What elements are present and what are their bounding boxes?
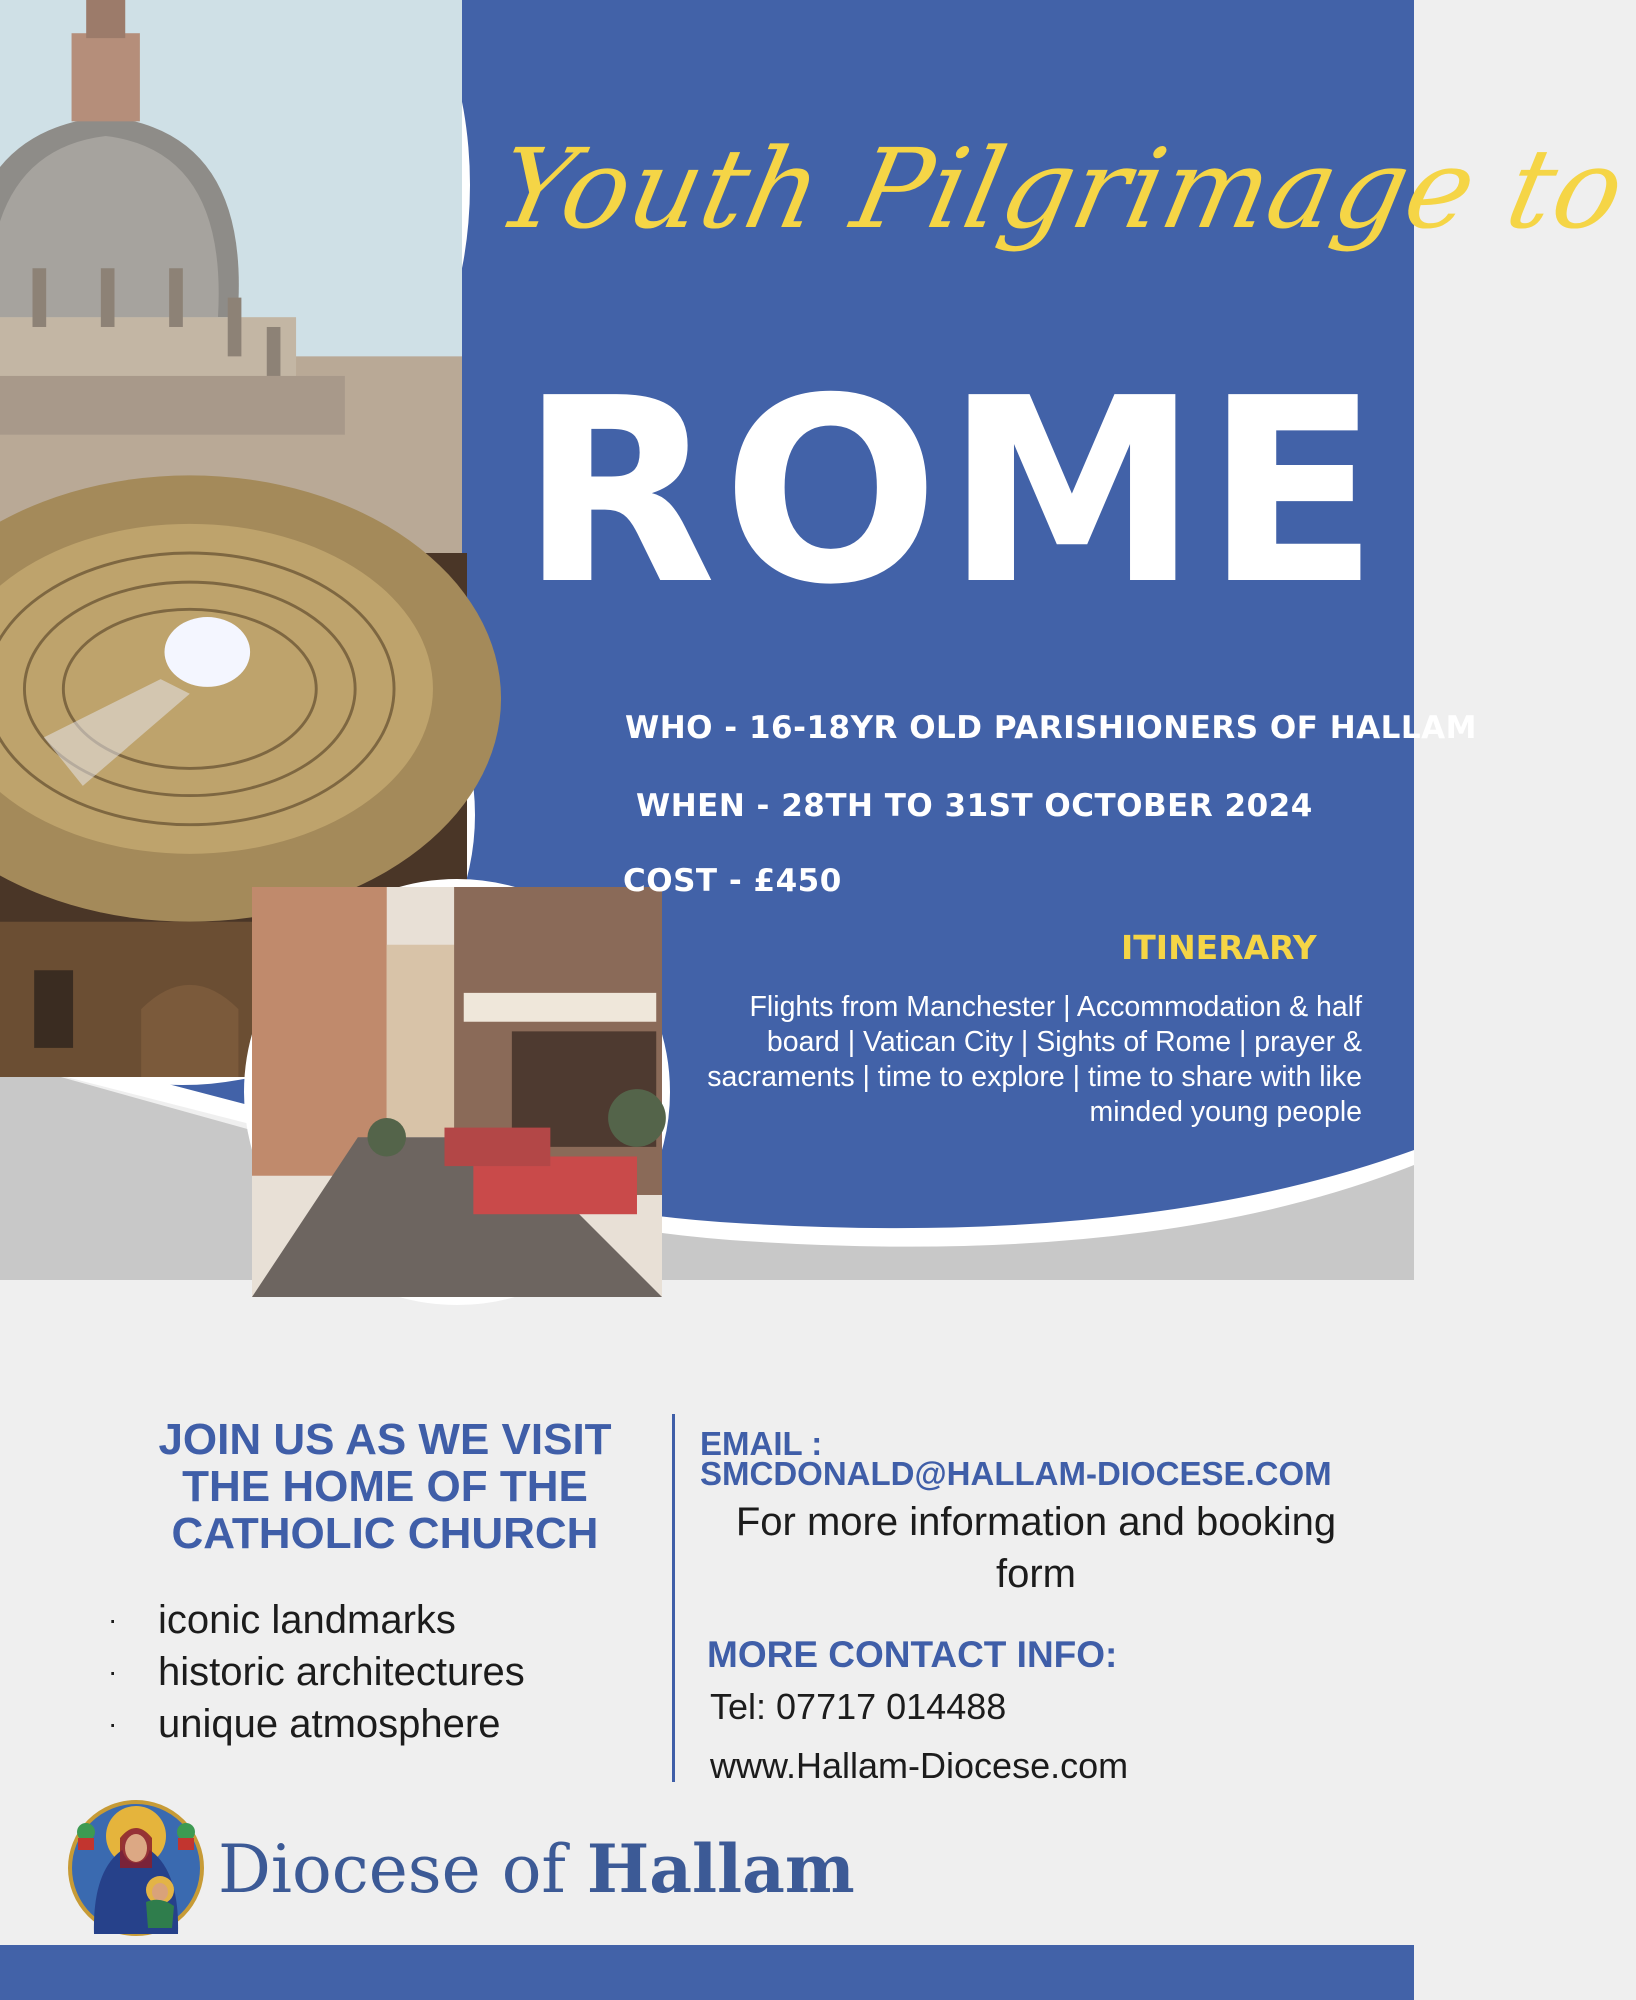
list-item: [100, 1594, 525, 1646]
contact-heading: MORE CONTACT INFO:: [707, 1634, 1118, 1675]
footer-bar: [0, 1945, 1414, 2000]
title-youth-pilgrimage: Youth Pilgrimage to: [486, 125, 1636, 253]
logo-text-part1: Diocese of: [218, 1831, 566, 1908]
email-link[interactable]: SMCDONALD@HALLAM-DIOCESE.COM: [700, 1455, 1332, 1492]
more-info-text: For more information and booking form: [735, 1500, 1337, 1596]
website-link[interactable]: www.Hallam-Diocese.com: [710, 1745, 1129, 1786]
bullet-dot: ·: [108, 1656, 118, 1687]
list-item-label: historic architectures: [158, 1650, 525, 1694]
title-rome: ROME: [520, 344, 1386, 641]
bullet-dot: ·: [108, 1604, 118, 1635]
telephone-text: Tel: 07717 014488: [710, 1686, 1007, 1727]
highlights-list: [100, 1594, 525, 1750]
detail-who: WHO - 16-18YR OLD PARISHIONERS OF HALLAM: [625, 710, 1477, 746]
detail-when: WHEN - 28TH TO 31ST OCTOBER 2024: [636, 788, 1313, 824]
list-item: [100, 1698, 525, 1750]
logo-text-part2: Hallam: [586, 1830, 855, 1908]
join-us-heading: JOIN US AS WE VISIT THE HOME OF THE CATHOLIC CHURCH: [158, 1415, 612, 1558]
itinerary-heading: ITINERARY: [1121, 928, 1317, 967]
detail-cost: COST - £450: [623, 863, 842, 899]
rome-street-photo: [244, 879, 670, 1305]
email-label: EMAIL :: [700, 1425, 823, 1462]
itinerary-text: Flights from Manchester | Accommodation & half board | Vatican City | Sights of Rome | prayer & sacraments | time to explore | time to share with like minded young people: [707, 991, 1362, 1128]
logo-wordmark: [218, 1830, 855, 1908]
vertical-divider: [672, 1414, 675, 1782]
list-item-label: unique atmosphere: [158, 1702, 501, 1746]
list-item-label: iconic landmarks: [158, 1598, 456, 1642]
list-item: [100, 1646, 525, 1698]
bullet-dot: ·: [108, 1708, 118, 1739]
madonna-icon: [64, 1788, 208, 1940]
